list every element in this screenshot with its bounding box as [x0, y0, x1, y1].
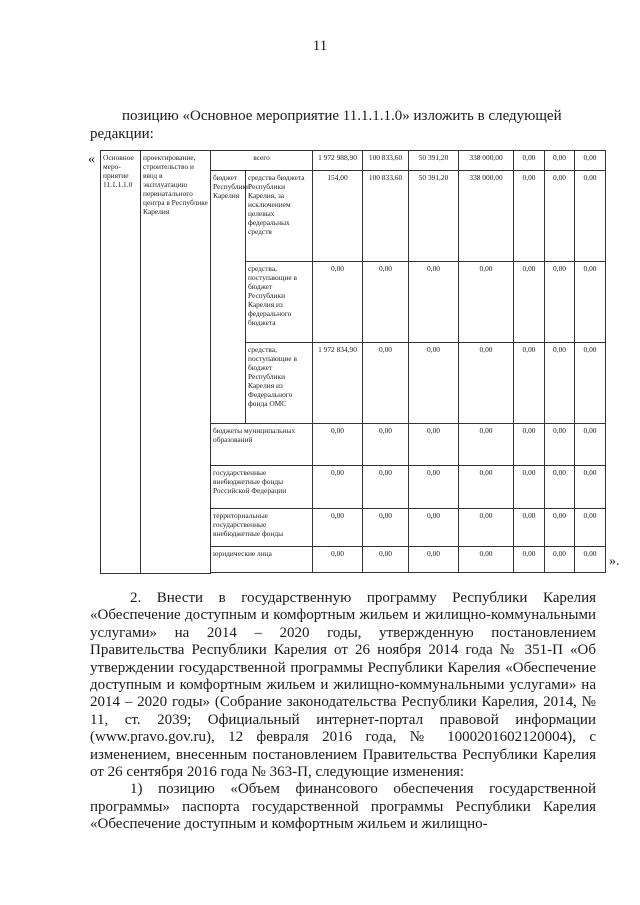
paragraph-subitem-1: 1) позицию «Объем финансового обеспечения государственной программы» паспорта государственной программы Республики Карелия «Обеспечение доступным и комфортным жильем и жилищно- [90, 781, 596, 833]
row-value-cell: 0,00 [409, 547, 459, 573]
financing-table-body [101, 151, 606, 574]
row-value-cell: 0,00 [514, 262, 545, 343]
row-value-cell: 0,00 [575, 262, 606, 343]
row-value-cell: 0,00 [545, 262, 575, 343]
row-value-cell: 0,00 [313, 423, 363, 465]
table-row-total [101, 151, 606, 171]
total-value-cell: 0,00 [514, 151, 545, 171]
row-label-cell: средства, поступающие в бюджет Республики Карелия из Федерального фонда ОМС [246, 343, 313, 424]
total-value-cell: 100 833,60 [363, 151, 409, 171]
row-value-cell: 0,00 [459, 262, 514, 343]
row-value-cell: 0,00 [514, 171, 545, 262]
row-value-cell: 0,00 [545, 466, 575, 508]
total-value-cell: 1 972 988,90 [313, 151, 363, 171]
row-value-cell: 0,00 [313, 466, 363, 508]
row-value-cell: 0,00 [409, 262, 459, 343]
body-text [90, 590, 596, 834]
row-value-cell: 0,00 [459, 508, 514, 546]
budget-rk-label-cell: бюджет Республики Карелия [211, 171, 246, 424]
row-label-cell: средства, поступающие в бюджет Республики Карелия из федерального бюджета [246, 262, 313, 343]
event-code-cell: Основное меро-приятие 11.1.1.1.0 [101, 151, 141, 574]
row-label-cell: территориальные государственные внебюджетные фонды [211, 508, 313, 546]
row-value-cell: 50 391,20 [409, 171, 459, 262]
closing-quote-mark: ». [609, 554, 620, 569]
row-value-cell: 338 000,00 [459, 171, 514, 262]
row-value-cell: 0,00 [514, 423, 545, 465]
financing-table [100, 150, 606, 574]
row-value-cell: 0,00 [545, 547, 575, 573]
row-value-cell: 0,00 [514, 547, 545, 573]
row-value-cell: 0,00 [459, 547, 514, 573]
row-value-cell: 0,00 [545, 171, 575, 262]
paragraph-item-2: 2. Внести в государственную программу Республики Карелия «Обеспечение доступным и комфортным жильем и жилищно-коммунальными услугами» на 2014 – 2020 годы, утвержденную постановлением Правительства Республики Карелия от 26 ноября 2014 года № 351-П «Об утверждении государственной программы Республики Карелия «Обеспечение доступным и комфортным жильем и жилищно-коммунальными услугами» на 2014 – 2020 годы» (Собрание законодательства Республики Карелия, 2014, № 11, ст. 2039; Официальный интернет-портал правовой информации (www.pravo.gov.ru), 12 февраля 2016 года, № 1000201602120004), с изменением, внесенным постановлением Правительства Республики Карелия от 26 сентября 2016 года № 363-П, следующие изменения: [90, 590, 596, 781]
intro-line-2: редакции: [90, 126, 154, 142]
row-value-cell: 0,00 [459, 423, 514, 465]
row-value-cell: 0,00 [545, 423, 575, 465]
row-value-cell: 1 972 834,90 [313, 343, 363, 424]
row-value-cell: 0,00 [313, 262, 363, 343]
row-value-cell: 0,00 [575, 343, 606, 424]
row-value-cell: 0,00 [575, 547, 606, 573]
row-label-cell: средства бюджета Республики Карелия, за исключением целевых федеральных средств [246, 171, 313, 262]
row-value-cell: 0,00 [409, 423, 459, 465]
total-value-cell: 0,00 [545, 151, 575, 171]
row-value-cell: 154,00 [313, 171, 363, 262]
row-value-cell: 0,00 [363, 343, 409, 424]
row-value-cell: 0,00 [459, 466, 514, 508]
total-value-cell: 0,00 [575, 151, 606, 171]
row-label-cell: юридические лица [211, 547, 313, 573]
row-value-cell: 0,00 [363, 423, 409, 465]
row-value-cell: 0,00 [409, 466, 459, 508]
row-value-cell: 0,00 [313, 508, 363, 546]
row-value-cell: 0,00 [363, 547, 409, 573]
row-value-cell: 0,00 [575, 508, 606, 546]
row-value-cell: 0,00 [575, 171, 606, 262]
total-value-cell: 50 391,20 [409, 151, 459, 171]
event-name-cell: проектирование, строительство и ввод в эксплуатацию перинатального центра в Республике Карелия [141, 151, 211, 574]
row-value-cell: 100 833,60 [363, 171, 409, 262]
row-value-cell: 0,00 [459, 343, 514, 424]
intro-line-1: позицию «Основное мероприятие 11.1.1.1.0» изложить в следующей [122, 108, 562, 124]
row-value-cell: 0,00 [545, 508, 575, 546]
page-number: 11 [312, 38, 328, 54]
total-value-cell: 338 000,00 [459, 151, 514, 171]
row-label-cell: бюджеты муниципальных образований [211, 423, 313, 465]
total-label-cell: всего [211, 151, 313, 171]
row-value-cell: 0,00 [363, 508, 409, 546]
row-label-cell: государственные внебюджетные фонды Российской Федерации [211, 466, 313, 508]
row-value-cell: 0,00 [575, 423, 606, 465]
row-value-cell: 0,00 [514, 343, 545, 424]
row-value-cell: 0,00 [363, 262, 409, 343]
row-value-cell: 0,00 [409, 343, 459, 424]
row-value-cell: 0,00 [575, 466, 606, 508]
opening-quote-mark: « [88, 152, 95, 167]
row-value-cell: 0,00 [409, 508, 459, 546]
row-value-cell: 0,00 [514, 508, 545, 546]
row-value-cell: 0,00 [363, 466, 409, 508]
row-value-cell: 0,00 [514, 466, 545, 508]
intro-text [90, 107, 596, 143]
row-value-cell: 0,00 [313, 547, 363, 573]
row-value-cell: 0,00 [545, 343, 575, 424]
